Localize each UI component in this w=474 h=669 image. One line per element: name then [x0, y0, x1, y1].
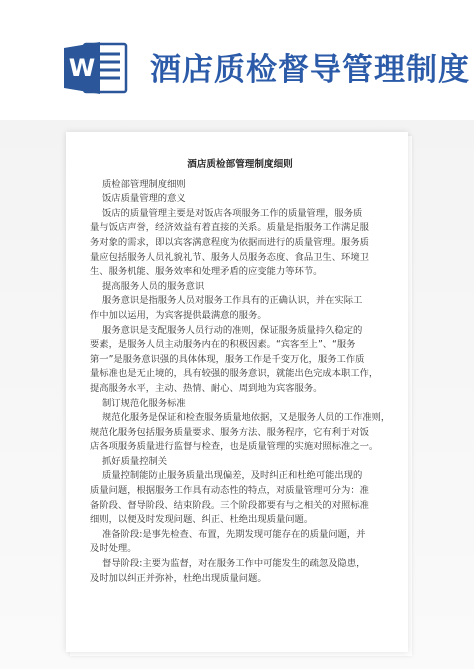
paragraph-line: 细则，以便及时发现问题、纠正、杜绝出现质量问题。	[90, 514, 314, 526]
logo-letter: W	[68, 54, 96, 82]
paragraph-line: 准备阶段:是事先检查、布置，先期发现可能存在的质量问题，并	[102, 528, 366, 540]
paragraph-line: 服务意识是指服务人员对服务工作具有的正确认识，并在实际工	[102, 295, 363, 307]
paragraph-line: 量与饭店声誉，经济效益有着直接的关系。质量是指服务工作满足服	[90, 222, 369, 234]
paragraph-line: 饭店的质量管理主要是对饭店各项服务工作的质量管理，服务质	[102, 207, 363, 219]
paragraph-line: 要素，是服务人员主动服务内在的积极因素。“宾客至上”、“服务	[90, 339, 356, 351]
document-page	[66, 132, 408, 652]
section-heading: 抓好质量控制关	[102, 455, 168, 467]
paragraph-line: 督导阶段:主要为监督，对在服务工作中可能发生的疏忽及隐患，	[102, 558, 366, 570]
section-heading: 饭店质量管理的意义	[102, 193, 186, 205]
section-heading: 提高服务人员的服务意识	[102, 280, 205, 292]
header-banner	[0, 0, 474, 120]
paragraph-line: 生、服务机能、服务效率和处理矛盾的应变能力等环节。	[90, 266, 323, 278]
paragraph-line: 量标准也是无止境的，具有较强的服务意识，就能出色完成本职工作，	[90, 368, 379, 380]
paragraph-line: 规范化服务包括服务质量要求、服务方法、服务程序，它有利于对饭	[90, 426, 369, 438]
document-lines	[90, 178, 390, 587]
paragraph-line: 备阶段、督导阶段、结束阶段。三个阶段都要有与之相关的对照标准	[90, 499, 369, 511]
paragraph-line: 量应包括服务人员礼貌礼节、服务人员服务态度、食品卫生、环境卫	[90, 251, 369, 263]
paragraph-line: 服务意识是支配服务人员行动的准则，保证服务质量持久稳定的	[102, 324, 363, 336]
section-heading: 制订规范化服务标准	[102, 397, 186, 409]
document-title: 酒店质检部管理制度细则	[187, 159, 293, 170]
paragraph-line: 提高服务水平，主动、热情、耐心、周到地为宾客服务。	[90, 382, 323, 394]
word-document-icon	[62, 40, 128, 96]
paragraph-line: 质量问题，根据服务工作具有动态性的特点，对质量管理可分为：准	[90, 485, 369, 497]
paragraph-line: 作中加以运用，为宾客提供最满意的服务。	[90, 309, 267, 321]
section-heading: 质检部管理制度细则	[102, 178, 186, 190]
paragraph-line: 第一”是服务意识强的具体体现，服务工作是千变万化，服务工作质	[90, 353, 365, 365]
paragraph-line: 及时处理。	[90, 543, 137, 555]
paragraph-line: 及时加以纠正并弥补，杜绝出现质量问题。	[90, 572, 267, 584]
document-body	[90, 158, 390, 586]
paragraph-line: 店各项服务质量进行监督与检查，也是质量管理的实施对照标准之一。	[90, 441, 379, 453]
paragraph-line: 质量控制能防止服务质量出现偏差，及时纠正和杜绝可能出现的	[102, 470, 363, 482]
page-title: 酒店质检督导管理制度	[150, 52, 470, 88]
paragraph-line: 务对象的需求，即以宾客满意程度为依据而进行的质量管理。服务质	[90, 236, 369, 248]
paragraph-line: 规范化服务是保证和检查服务质量地依据，又是服务人员的工作准则，	[102, 412, 391, 424]
